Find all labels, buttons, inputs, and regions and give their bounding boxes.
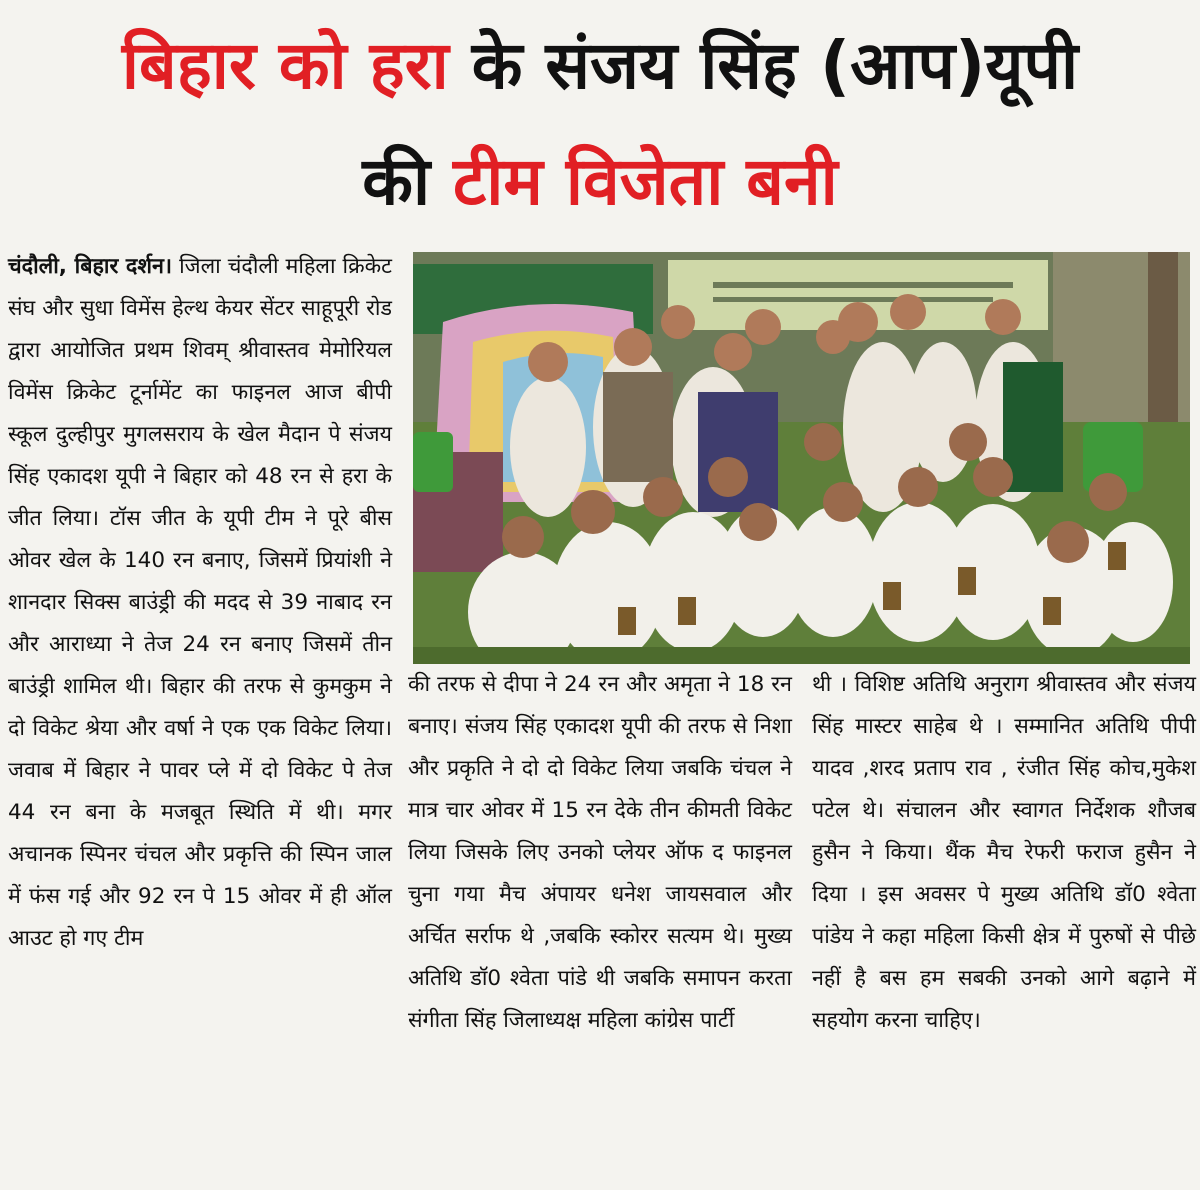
headline-line-2 [0, 132, 1200, 232]
article-column-1 [8, 246, 392, 960]
headline-line-1 [0, 18, 1200, 114]
article-column-2 [408, 664, 792, 1042]
article-column-3 [812, 664, 1196, 1042]
headline-black-part-1: के संजय सिंह (आप)यूपी [448, 27, 1079, 104]
headline-red-part-2: टीम विजेता बनी [453, 143, 838, 220]
dateline: चंदौली, बिहार दर्शन। [8, 254, 173, 279]
column-1-text: जिला चंदौली महिला क्रिकेट संघ और सुधा विमेंस हेल्थ केयर सेंटर साहूपूरी रोड द्वारा आयोजित प्रथम शिवम् श्रीवास्तव मेमोरियल विमेंस क्रिकेट टूर्नामेंट का फाइनल आज बीपी स्कूल दुल्हीपुर मुगलसराय के खेल मैदान पे संजय सिंह एकादश यूपी ने बिहार को 48 रन से हरा के जीत लिया। टॉस जीत के यूपी टीम ने पूरे बीस ओवर खेल के 140 रन बनाए, जिसमें प्रियांशी ने शानदार सिक्स बाउंड्री की मदद से 39 नाबाद रन और आराध्या ने तेज 24 रन बनाए जिसमें तीन बाउंड्री शामिल थी। बिहार की तरफ से कुमकुम ने दो विकेट श्रेया और वर्षा ने एक एक विकेट लिया। जवाब में बिहार ने पावर प्ले में दो विकेट पे तेज 44 रन बना के मजबूत स्थिति में थी। मगर अचानक स्पिनर चंचल और प्रकृत्ति की स्पिन जाल में फंस गई और 92 रन पे 15 ओवर में ही ऑल आउट हो गए टीम [8, 254, 392, 951]
headline-red-part-1: बिहार को हरा [121, 27, 449, 104]
team-photo-illustration [413, 252, 1190, 664]
column-2-text: की तरफ से दीपा ने 24 रन और अमृता ने 18 रन बनाए। संजय सिंह एकादश यूपी की तरफ से निशा और प्रकृति ने दो दो विकेट लिया जबकि चंचल ने मात्र चार ओवर में 15 रन देके तीन कीमती विकेट लिया जिसके लिए उनको प्लेयर ऑफ द फाइनल चुना गया मैच अंपायर धनेश जायसवाल और अर्चित सर्राफ थे ,जबकि स्कोरर सत्यम थे। मुख्य अतिथि डॉ0 श्वेता पांडे थी जबकि समापन करता संगीता सिंह जिलाध्यक्ष महिला कांग्रेस पार्टी [408, 672, 792, 1033]
column-1-paragraph [8, 246, 392, 960]
headline-black-part-2: की [362, 143, 454, 220]
team-photo [413, 252, 1190, 664]
column-3-text: थी । विशिष्ट अतिथि अनुराग श्रीवास्तव और संजय सिंह मास्टर साहेब थे । सम्मानित अतिथि पीपी यादव ,शरद प्रताप राव , रंजीत सिंह कोच,मुकेश पटेल थे। संचालन और स्वागत निर्देशक शौजब हुसैन ने किया। थैंक मैच रेफरी फराज हुसैन ने दिया । इस अवसर पे मुख्य अतिथि डॉ0 श्वेता पांडेय ने कहा महिला किसी क्षेत्र में पुरुषों से पीछे नहीं है बस हम सबकी उनको आगे बढ़ाने में सहयोग करना चाहिए। [812, 672, 1196, 1033]
